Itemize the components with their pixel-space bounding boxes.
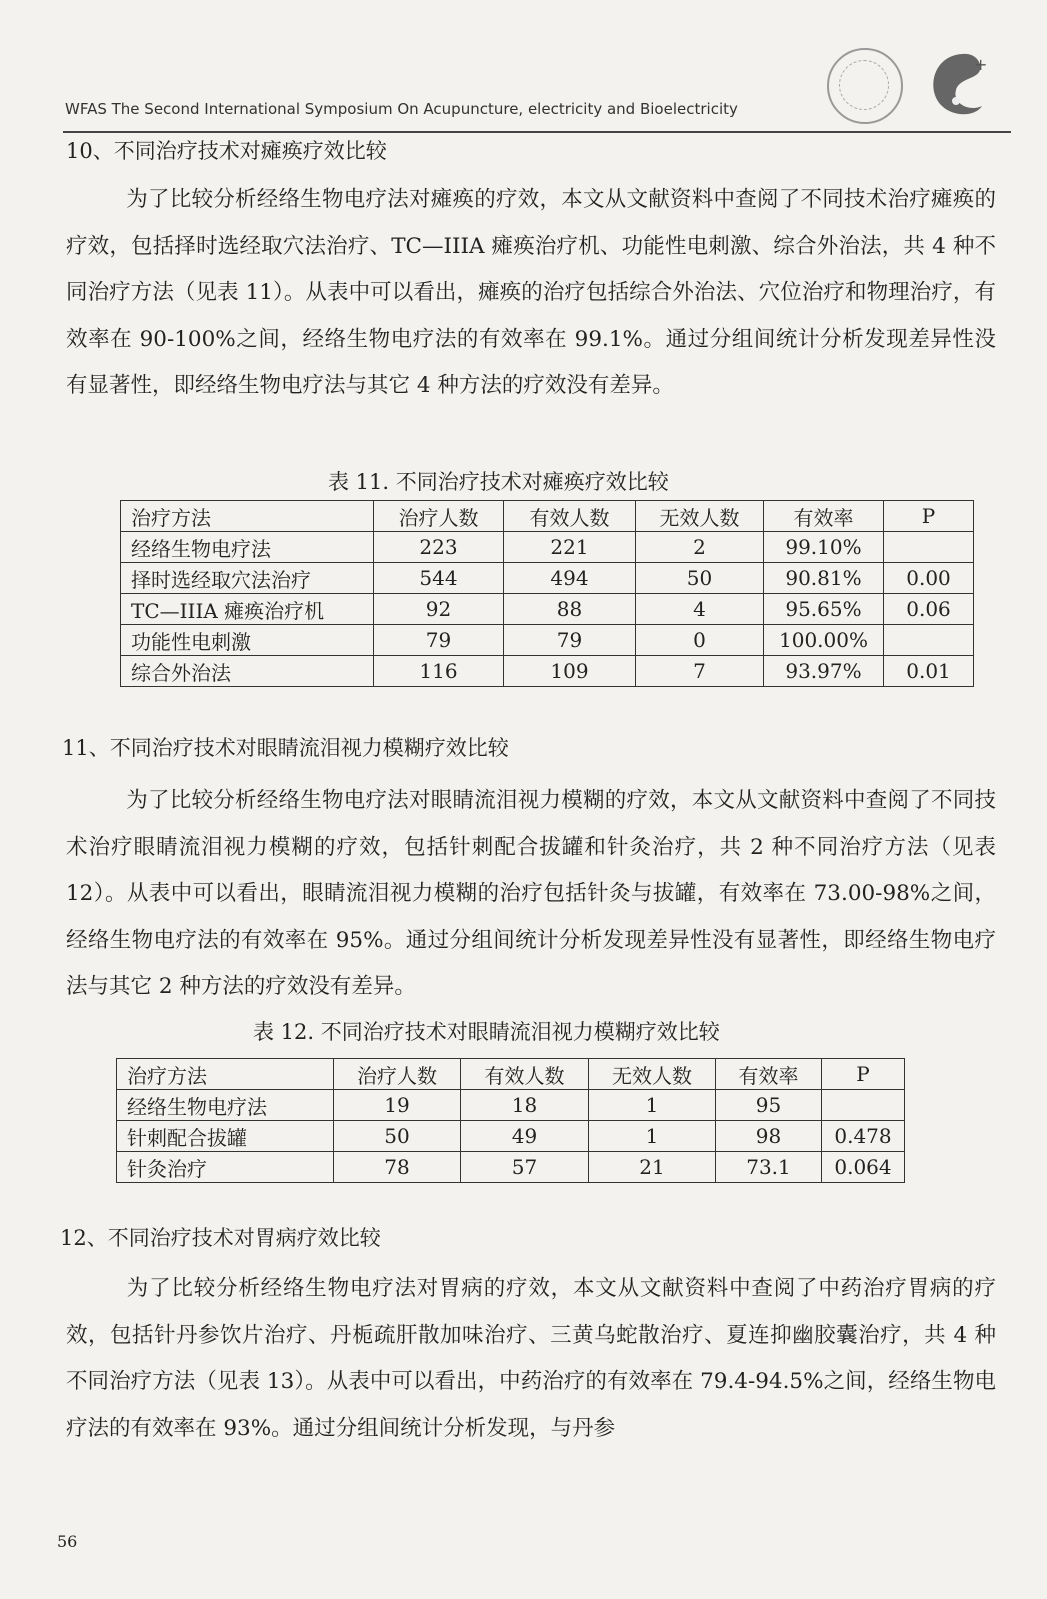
table-cell: 50 — [334, 1121, 461, 1152]
table-cell — [884, 532, 974, 563]
table-cell: 49 — [461, 1121, 589, 1152]
section-11-text: 为了比较分析经络生物电疗法对眼睛流泪视力模糊的疗效，本文从文献资料中查阅了不同技术治疗眼睛流泪视力模糊的疗效，包括针刺配合拔罐和针灸治疗，共 2 种不同治疗方法（见表 12）。从表中可以看出，眼睛流泪视力模糊的治疗包括针灸与拔罐，有效率在 73.00-98%之间，经络生物电疗法的有效率在 95%。通过分组间统计分析发现差异性没有显著性，即经络生物电疗法与其它 2 种方法的疗效没有差异。 — [66, 788, 996, 999]
table-cell: 功能性电刺激 — [121, 625, 374, 656]
section-12-text: 为了比较分析经络生物电疗法对胃病的疗效，本文从文献资料中查阅了中药治疗胃病的疗效，包括针丹参饮片治疗、丹栀疏肝散加味治疗、三黄乌蛇散治疗、夏连抑幽胶囊治疗，共 4 种不同治疗方法（见表 13）。从表中可以看出，中药治疗的有效率在 79.4-94.5%之间，经络生物电疗法的有效率在 93%。通过分组间统计分析发现，与丹参 — [66, 1276, 996, 1441]
section-12-heading: 12、不同治疗技术对胃病疗效比较 — [60, 1226, 381, 1250]
table-row — [117, 1121, 905, 1152]
table-cell: 1 — [589, 1090, 716, 1121]
table-12-caption: 表 12. 不同治疗技术对眼睛流泪视力模糊疗效比较 — [253, 1020, 720, 1044]
table-cell: 18 — [461, 1090, 589, 1121]
table-cell: 79 — [374, 625, 504, 656]
section-10-heading: 10、不同治疗技术对瘫痪疗效比较 — [66, 139, 387, 163]
table-cell: 2 — [636, 532, 764, 563]
column-header: 有效人数 — [461, 1059, 589, 1090]
table-cell: 0.478 — [822, 1121, 905, 1152]
column-header: 无效人数 — [636, 501, 764, 532]
table-cell: 7 — [636, 656, 764, 687]
table-cell: TC—IIIA 瘫痪治疗机 — [121, 594, 374, 625]
table-cell: 综合外治法 — [121, 656, 374, 687]
table-cell: 90.81% — [764, 563, 884, 594]
table-cell: 针刺配合拔罐 — [117, 1121, 334, 1152]
table-cell: 95 — [716, 1090, 822, 1121]
table-cell: 92 — [374, 594, 504, 625]
header-rule — [63, 131, 1011, 133]
table-cell: 88 — [504, 594, 636, 625]
table-cell: 78 — [334, 1152, 461, 1183]
table-cell: 73.1 — [716, 1152, 822, 1183]
column-header: 有效率 — [764, 501, 884, 532]
table-cell: 经络生物电疗法 — [121, 532, 374, 563]
column-header: 有效人数 — [504, 501, 636, 532]
table-cell — [884, 625, 974, 656]
table-cell: 4 — [636, 594, 764, 625]
running-header: WFAS The Second International Symposium On Acupuncture, electricity and Bioelectricity — [65, 100, 738, 118]
table-cell: 93.97% — [764, 656, 884, 687]
table-cell: 223 — [374, 532, 504, 563]
section-10-paragraph — [66, 177, 996, 410]
table-cell — [822, 1090, 905, 1121]
table-cell: 0.00 — [884, 563, 974, 594]
svg-text:+: + — [974, 55, 988, 74]
table-cell: 19 — [334, 1090, 461, 1121]
column-header: 无效人数 — [589, 1059, 716, 1090]
table-cell: 99.10% — [764, 532, 884, 563]
table-cell: 0.01 — [884, 656, 974, 687]
column-header: P — [884, 501, 974, 532]
table-cell: 116 — [374, 656, 504, 687]
table-cell: 79 — [504, 625, 636, 656]
table-cell: 0.064 — [822, 1152, 905, 1183]
table-cell: 50 — [636, 563, 764, 594]
table-cell: 经络生物电疗法 — [117, 1090, 334, 1121]
table-cell: 494 — [504, 563, 636, 594]
table-cell: 221 — [504, 532, 636, 563]
table-cell: 1 — [589, 1121, 716, 1152]
table-cell: 57 — [461, 1152, 589, 1183]
table-11-caption: 表 11. 不同治疗技术对瘫痪疗效比较 — [328, 470, 669, 494]
table-cell: 544 — [374, 563, 504, 594]
column-header: 有效率 — [716, 1059, 822, 1090]
table-row — [121, 656, 974, 687]
column-header: 治疗人数 — [334, 1059, 461, 1090]
table-12 — [116, 1058, 905, 1183]
table-cell: 98 — [716, 1121, 822, 1152]
table-cell: 针灸治疗 — [117, 1152, 334, 1183]
section-12-paragraph — [66, 1266, 996, 1452]
column-header: 治疗人数 — [374, 501, 504, 532]
table-cell: 0 — [636, 625, 764, 656]
table-row — [117, 1152, 905, 1183]
column-header: P — [822, 1059, 905, 1090]
table-cell: 95.65% — [764, 594, 884, 625]
table-row — [117, 1090, 905, 1121]
table-cell: 21 — [589, 1152, 716, 1183]
table-11 — [120, 500, 974, 687]
table-row — [121, 532, 974, 563]
section-10-text: 为了比较分析经络生物电疗法对瘫痪的疗效，本文从文献资料中查阅了不同技术治疗瘫痪的疗效，包括择时选经取穴法治疗、TC—IIIA 瘫痪治疗机、功能性电刺激、综合外治法，共 4 种不同治疗方法（见表 11）。从表中可以看出，瘫痪的治疗包括综合外治法、穴位治疗和物理治疗，有效率在 90-100%之间，经络生物电疗法的有效率在 99.1%。通过分组间统计分析发现差异性没有显著性，即经络生物电疗法与其它 4 种方法的疗效没有差异。 — [66, 187, 996, 398]
section-11-paragraph — [66, 778, 996, 1011]
table-row — [121, 625, 974, 656]
table-header-row — [117, 1059, 905, 1090]
column-header: 治疗方法 — [117, 1059, 334, 1090]
table-cell: 0.06 — [884, 594, 974, 625]
section-11-heading: 11、不同治疗技术对眼睛流泪视力模糊疗效比较 — [62, 736, 509, 760]
column-header: 治疗方法 — [121, 501, 374, 532]
table-cell: 择时选经取穴法治疗 — [121, 563, 374, 594]
table-cell: 109 — [504, 656, 636, 687]
page-number: 56 — [57, 1532, 78, 1551]
table-cell: 100.00% — [764, 625, 884, 656]
table-row — [121, 563, 974, 594]
table-header-row — [121, 501, 974, 532]
table-row — [121, 594, 974, 625]
